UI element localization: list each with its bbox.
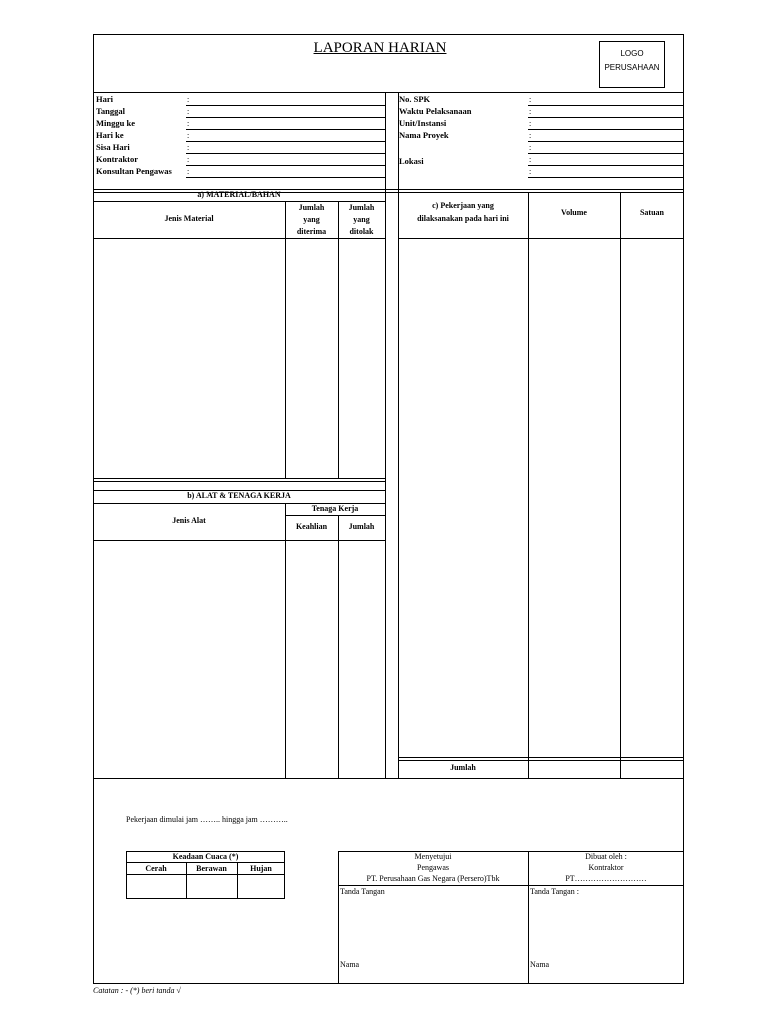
pekerjaan-total-label: Jumlah: [450, 763, 476, 772]
work-time-text: Pekerjaan dimulai jam …….. hingga jam ………..: [126, 815, 288, 824]
material-col-ditolak-2: yang: [353, 215, 370, 224]
approve-line1: Menyetujui: [414, 852, 452, 861]
made-line1: Dibuat oleh :: [585, 852, 627, 861]
material-col-diterima-2: yang: [303, 215, 320, 224]
alat-section-title: b) ALAT & TENAGA KERJA: [187, 491, 291, 500]
field-label-tanggal: Tanggal: [96, 106, 125, 116]
material-col-ditolak-3: ditolak: [349, 227, 374, 236]
approve-name-label: Nama: [340, 960, 360, 969]
field-label-minggu-ke: Minggu ke: [96, 118, 135, 128]
field-label-hari: Hari: [96, 94, 113, 104]
weather-title: Keadaan Cuaca (*): [172, 852, 239, 861]
field-input-nama-proyek[interactable]: :: [529, 131, 532, 140]
field-input-tanggal[interactable]: :: [187, 107, 190, 116]
field-label-kontraktor: Kontraktor: [96, 154, 139, 164]
logo-text-line1: LOGO: [620, 49, 644, 58]
field-input-hari[interactable]: :: [187, 95, 190, 104]
material-col-jenis: Jenis Material: [164, 214, 214, 223]
pekerjaan-title-line2: dilaksanakan pada hari ini: [417, 214, 509, 223]
field-label-hari-ke: Hari ke: [96, 130, 124, 140]
field-input-minggu-ke[interactable]: :: [187, 119, 190, 128]
weather-col-hujan: Hujan: [250, 864, 272, 873]
material-col-diterima-1: Jumlah: [298, 203, 325, 212]
alat-col-keahlian: Keahlian: [295, 522, 328, 531]
made-sign-label: Tanda Tangan :: [530, 887, 579, 896]
field-label-no-spk: No. SPK: [399, 94, 431, 104]
page-title: LAPORAN HARIAN: [313, 40, 447, 56]
made-line2: Kontraktor: [588, 863, 624, 872]
weather-checkbox-hujan[interactable]: [238, 875, 284, 898]
material-table-body[interactable]: [94, 239, 384, 477]
field-input-lokasi-2[interactable]: :: [529, 167, 532, 176]
footnote: Catatan : - (*) beri tanda √: [93, 986, 181, 995]
field-label-nama-proyek: Nama Proyek: [399, 130, 449, 140]
weather-col-cerah: Cerah: [145, 864, 167, 873]
company-logo-box: [599, 41, 665, 88]
pekerjaan-table-body[interactable]: [399, 239, 683, 756]
pekerjaan-title-line1: c) Pekerjaan yang: [432, 201, 494, 210]
made-signature-area[interactable]: [529, 898, 683, 958]
weather-col-berawan: Berawan: [196, 864, 227, 873]
field-input-sisa-hari[interactable]: :: [187, 143, 190, 152]
approve-line2: Pengawas: [417, 863, 449, 872]
material-col-ditolak-1: Jumlah: [348, 203, 375, 212]
field-input-nama-proyek-2[interactable]: :: [529, 143, 532, 152]
approve-signature-area[interactable]: [339, 898, 527, 958]
alat-table-body[interactable]: [94, 541, 384, 778]
material-col-diterima-3: diterima: [296, 227, 327, 236]
field-input-lokasi[interactable]: :: [529, 155, 532, 164]
logo-text-line2: PERUSAHAAN: [604, 63, 660, 72]
material-section-title: a) MATERIAL/BAHAN: [197, 190, 281, 199]
field-label-sisa-hari: Sisa Hari: [96, 142, 130, 152]
pekerjaan-total-volume[interactable]: [529, 761, 619, 778]
approve-sign-label: Tanda Tangan: [340, 887, 385, 896]
field-input-no-spk[interactable]: :: [529, 95, 532, 104]
field-label-waktu-pelaksanaan: Waktu Pelaksanaan: [399, 106, 472, 116]
pekerjaan-col-satuan: Satuan: [639, 208, 664, 217]
made-name-label: Nama: [530, 960, 550, 969]
weather-checkbox-cerah[interactable]: [127, 875, 185, 898]
field-input-unit[interactable]: :: [529, 119, 532, 128]
field-input-hari-ke[interactable]: :: [187, 131, 190, 140]
field-input-waktu[interactable]: :: [529, 107, 532, 116]
alat-tenaga-kerja-header: Tenaga Kerja: [311, 504, 359, 513]
field-label-lokasi: Lokasi: [399, 156, 424, 166]
alat-col-jumlah: Jumlah: [348, 522, 375, 531]
weather-checkbox-berawan[interactable]: [187, 875, 236, 898]
field-input-konsultan[interactable]: :: [187, 167, 190, 176]
alat-col-jenis: Jenis Alat: [172, 516, 206, 525]
pekerjaan-col-volume: Volume: [561, 208, 587, 217]
approve-line3: PT. Perusahaan Gas Negara (Persero)Tbk: [366, 874, 500, 883]
made-line3: PT………………………: [565, 874, 647, 883]
field-input-kontraktor[interactable]: :: [187, 155, 190, 164]
field-label-konsultan: Konsultan Pengawas: [96, 166, 172, 176]
field-label-unit-instansi: Unit/Instansi: [399, 118, 447, 128]
